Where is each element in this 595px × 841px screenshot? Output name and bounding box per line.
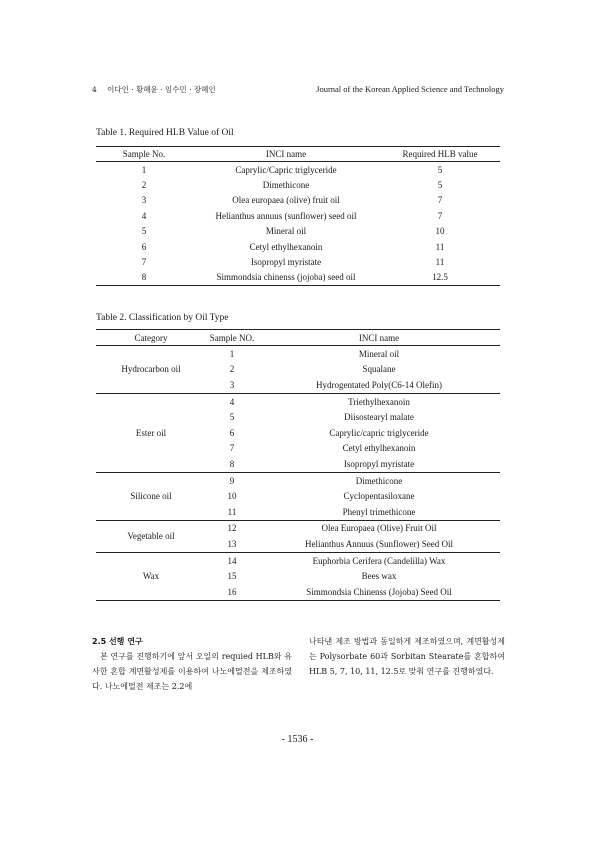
table1-header-row <box>96 147 500 162</box>
section-heading: 2.5 선행 연구 <box>92 637 143 646</box>
table-cell: 12.5 <box>432 272 448 283</box>
table-cell: 5 <box>437 164 443 175</box>
table-cell: 3 <box>229 379 235 390</box>
table-cell: 8 <box>229 458 235 469</box>
table-cell: 7 <box>437 210 443 221</box>
table-row <box>96 208 500 223</box>
table-cell: 11 <box>435 241 445 252</box>
table-cell: 12 <box>227 523 237 534</box>
table-cell: Cetyl ethylhexanoin <box>342 443 416 454</box>
table-cell: Euphorbia Cerifera (Candelilla) Wax <box>312 555 446 566</box>
table-cell: Dimethicone <box>262 180 310 191</box>
table-cell: Isopropyl myristate <box>343 458 415 469</box>
table-cell: Cetyl ethylhexanoin <box>249 241 323 252</box>
table-cell: 4 <box>141 210 147 221</box>
table2-col-header: Category <box>134 332 168 343</box>
table-cell: 11 <box>435 257 445 268</box>
category-cell: Wax <box>142 571 160 582</box>
table-row <box>96 552 500 568</box>
table-cell: Phenyl trimethicone <box>342 506 416 517</box>
table-cell: Mineral oil <box>265 226 307 237</box>
table-row <box>96 254 500 269</box>
table1-col-header: INCI name <box>265 149 307 159</box>
authors: 이다인 · 황혜윤 · 임수민 · 장혜인 <box>107 85 216 94</box>
table-cell: 7 <box>437 195 443 206</box>
category-cell: Ester oil <box>135 427 167 438</box>
table-cell: 1 <box>229 348 235 359</box>
table-cell: Simmondsia chinenss (jojoba) seed oil <box>216 272 356 283</box>
table1-caption: Table 1. Required HLB Value of Oil <box>96 128 234 138</box>
table1 <box>96 146 500 286</box>
table-cell: 2 <box>141 180 147 191</box>
table-row <box>96 162 500 178</box>
table-cell: 5 <box>437 180 443 191</box>
body-paragraph: 나타낸 제조 방법과 동일하게 제조하였으며, 계면활성제는 Polysorbate 60과 Sorbitan Stearate를 혼합하여 HLB 5, 7, 10, 11, 12.5로 맞춰 연구를 진행하였다. <box>309 637 505 676</box>
table-cell: Simmondsia Chinenss (Jojoba) Seed Oil <box>306 586 452 597</box>
table-row <box>96 193 500 208</box>
table-cell: 16 <box>227 586 237 597</box>
table1-col-header: Required HLB value <box>402 149 478 159</box>
table-cell: Bees wax <box>361 571 397 582</box>
table1-col-header: Sample No. <box>122 149 166 159</box>
table-cell: Helianthus Annuus (Sunflower) Seed Oil <box>305 538 453 549</box>
body-column-right <box>309 634 505 679</box>
category-cell: Hydrocarbon oil <box>121 364 181 375</box>
table-row <box>96 346 500 362</box>
table2 <box>96 329 500 601</box>
page-footer: - 1536 - <box>281 734 314 745</box>
paragraph-text: 본 연구를 진행하기에 앞서 오일의 requied HLB와 유사한 혼합 계면활성제를 이용하여 나노에멀전을 제조하였다. 나노에멀전 제조는 2.2에 <box>92 652 292 691</box>
table2-header-row <box>96 330 500 346</box>
table-cell: 4 <box>229 396 235 407</box>
table-cell: 5 <box>229 412 235 423</box>
table-cell: 9 <box>229 475 235 486</box>
table-cell: 15 <box>227 571 237 582</box>
running-head-left <box>92 84 216 95</box>
table-cell: 6 <box>229 427 235 438</box>
table-cell: Caprylic/capric triglyceride <box>329 427 429 438</box>
table-cell: Hydrogentated Poly(C6-14 Olefin) <box>316 379 442 390</box>
table-row <box>96 472 500 488</box>
category-cell: Silicone oil <box>130 491 172 502</box>
table-cell: Caprylic/Capric triglyceride <box>235 164 337 175</box>
table-cell: 2 <box>229 364 235 375</box>
table-row <box>96 270 500 286</box>
table-cell: 7 <box>141 257 147 268</box>
running-head <box>92 84 504 96</box>
table-cell: 1 <box>141 164 147 175</box>
table-cell: Cyclopentasiloxane <box>343 491 415 502</box>
table-row <box>96 520 500 536</box>
table-cell: Isopropyl myristate <box>250 257 322 268</box>
table-cell: 7 <box>229 443 235 454</box>
table-row <box>96 177 500 192</box>
body-column-left <box>92 634 292 694</box>
category-cell: Vegetable oil <box>127 531 175 542</box>
table-cell: Triethylhexanoin <box>348 396 410 407</box>
page-number: 4 <box>92 85 97 94</box>
table-cell: Diisostearyl malate <box>344 412 414 423</box>
table-row <box>96 239 500 254</box>
table-cell: 14 <box>227 555 237 566</box>
journal-name: Journal of the Korean Applied Science and Technology <box>316 84 504 94</box>
table-row <box>96 393 500 409</box>
table-cell: Olea europaea (olive) fruit oil <box>232 195 340 206</box>
table-cell: 8 <box>141 272 147 283</box>
table-cell: 10 <box>435 226 445 237</box>
table-cell: 11 <box>227 506 237 517</box>
table-cell: Squalane <box>362 364 396 375</box>
table-cell: 13 <box>227 538 237 549</box>
table2-col-header: INCI name <box>358 332 400 343</box>
body-paragraph <box>92 649 292 694</box>
table-cell: Mineral oil <box>358 348 400 359</box>
table2-caption: Table 2. Classification by Oil Type <box>96 313 229 323</box>
table-cell: 6 <box>141 241 147 252</box>
table-cell: 5 <box>141 226 147 237</box>
table2-col-header: Sample NO. <box>209 332 255 343</box>
table-cell: Olea Europaea (Olive) Fruit Oil <box>321 523 437 534</box>
table-cell: Dimethicone <box>355 475 403 486</box>
table-cell: 3 <box>141 195 147 206</box>
table-row <box>96 224 500 239</box>
table-cell: Helianthus annuus (sunflower) seed oil <box>215 210 357 221</box>
table-cell: 10 <box>227 491 237 502</box>
